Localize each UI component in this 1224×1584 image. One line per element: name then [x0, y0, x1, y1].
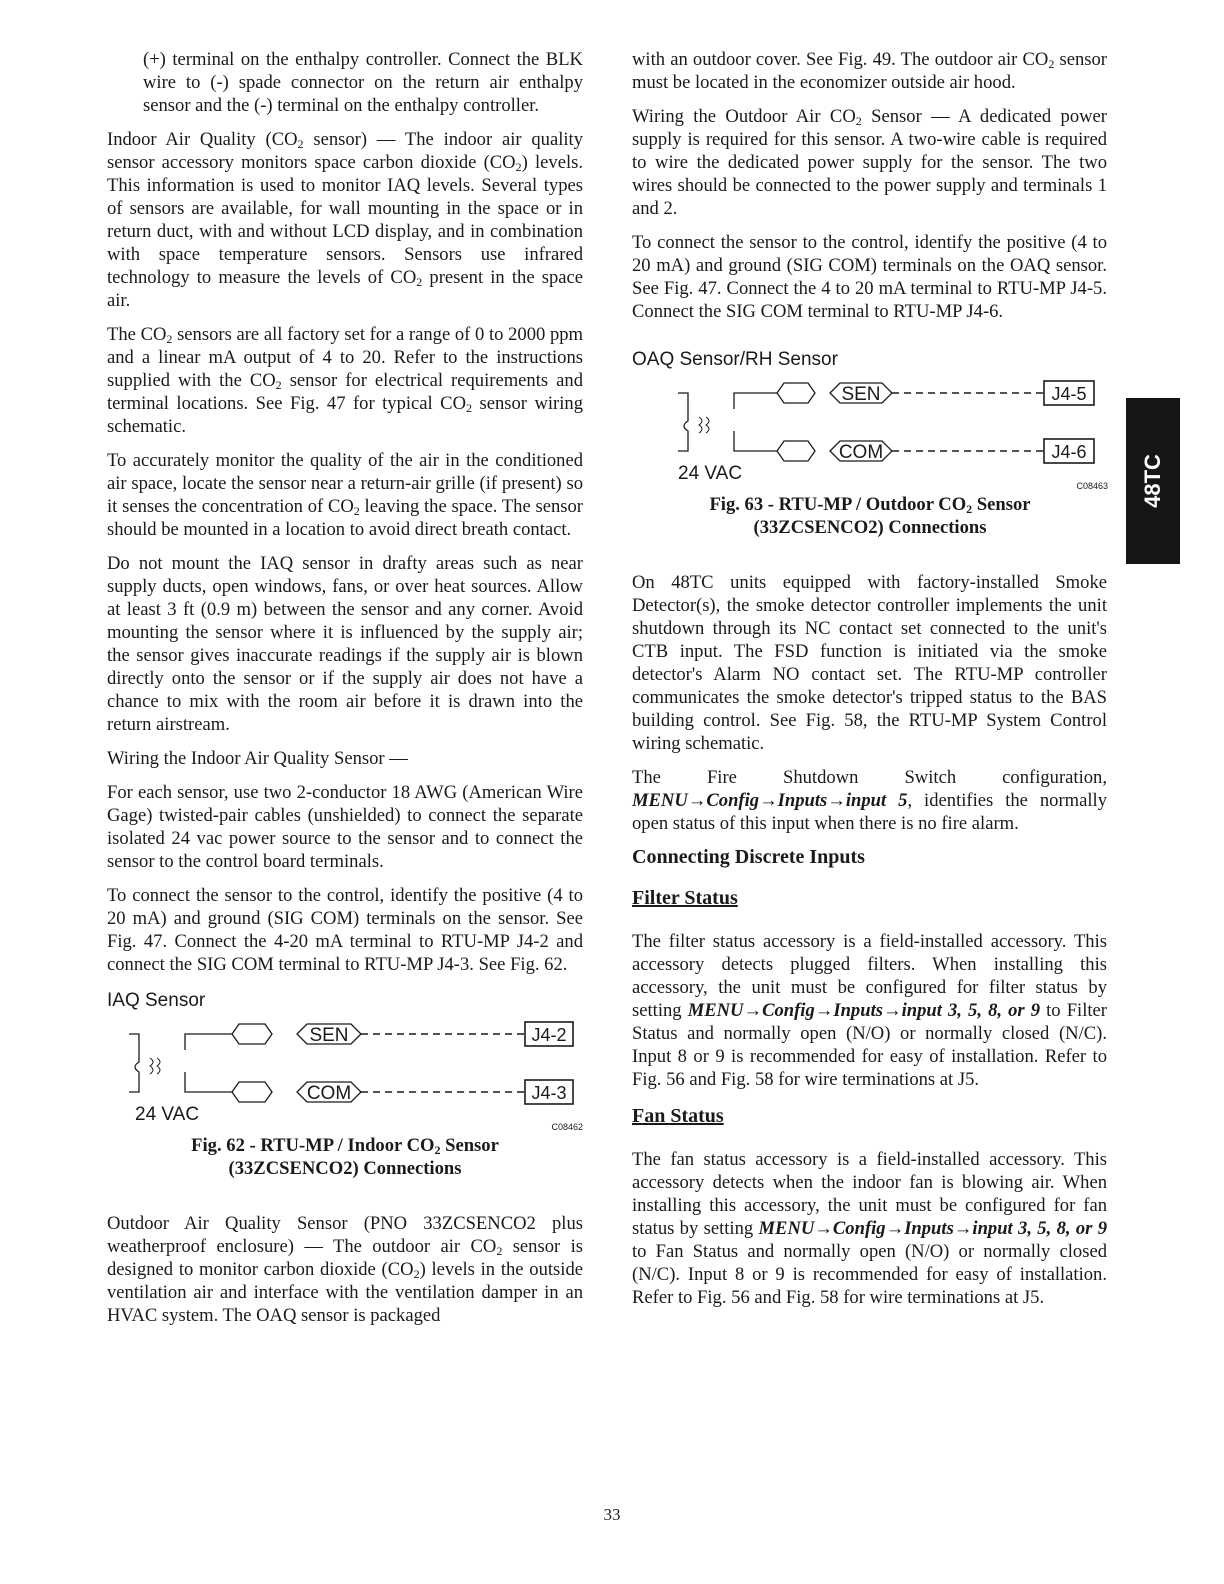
- paragraph-outdoor-air-quality: Outdoor Air Quality Sensor (PNO 33ZCSENCO2 plus weatherproof enclosure) — The outdoor air $CO_2$ sensor is designed to monitor carbon dioxide $(CO_2)$ levels in the outside ventilation air and interface with the ventilation damper in an HVAC system. The OAQ sensor is packaged: [107, 1213, 584, 1326]
- figure-63: [632, 349, 1108, 539]
- transformer-coil-right: [157, 1058, 160, 1074]
- paragraph-wiring-heading: Wiring the Indoor Air Quality Sensor —: [107, 748, 408, 769]
- com-label: COM: [306, 1083, 352, 1104]
- paragraph-connect-iaq: To connect the sensor to the control, identify the positive (4 to 20 mA) and ground (SIG COM) terminals on the sensor. See Fig. 47. Connect the 4-20 mA terminal to RTU-MP J4-2 and connect the SIG COM terminal to RTU-MP J4-3. See Fig. 62.: [107, 885, 583, 975]
- paragraph-fan-status: The fan status accessory is a field-installed accessory. This accessory detects when the indoor fan is blowing air. When installing this accessory, the unit must be configured for fan status by setting MENU→Config→Inputs→input 3, 5, 8, or 9 to Fan Status and normally open (N/O) or normally closed (N/C). Input 8 or 9 is recommended for easy of installation. Refer to Fig. 56 and Fig. 58 for wire terminations at J5.: [632, 1149, 1107, 1308]
- power-terminal-1: [777, 383, 815, 403]
- transformer-coil-right: [706, 417, 709, 433]
- paragraph-smoke-detector: On 48TC units equipped with factory-installed Smoke Detector(s), the smoke detector controller implements the unit shutdown through its NC contact set connected to the unit's CTB input. The FSD function is initiated via the smoke detector's Alarm NO contact set. The RTU-MP controller communicates the smoke detector's tripped status to the BAS building control. See Fig. 58, the RTU-MP System Control wiring schematic.: [632, 572, 1107, 754]
- sen-label: SEN: [309, 1025, 349, 1046]
- figure-62-title: IAQ Sensor: [107, 990, 206, 1011]
- figure-62-caption: Fig. 62 - RTU-MP / Indoor $CO_2$ Sensor (33ZCSENCO2) Connections: [191, 1135, 499, 1179]
- wire-secondary-top: [734, 393, 777, 409]
- figure-63-code: C08463: [1076, 481, 1108, 491]
- figure-62-code: C08462: [551, 1122, 583, 1132]
- paragraph-mounting-guidance: Do not mount the IAQ sensor in drafty areas such as near supply ducts, open windows, fans, or over heat sources. Allow at least 3 ft (0.9 m) between the sensor and any corner. Avoid mounting the sensor where it is influenced by the supply air; the sensor gives inaccurate readings if the supply air is blown directly onto the sensor or if the supply air does not have a chance to mix with the room air before it is drawn into the return airstream.: [107, 553, 583, 735]
- figure-62-wiring-diagram: [107, 1012, 583, 1124]
- paragraph-co2-range: The $CO_2$ sensors are all factory set for a range of 0 to 2000 ppm and a linear mA output of 4 to 20. Refer to the instructions supplied with the $CO_2$ sensor for electrical requirements and terminal locations. See Fig. 47 for typical $CO_2$ sensor wiring schematic.: [107, 324, 584, 437]
- vac-label: 24 VAC: [678, 463, 743, 483]
- terminal-j4-5-label: J4-5: [1051, 384, 1087, 404]
- paragraph-outdoor-cover: with an outdoor cover. See Fig. 49. The outdoor air $CO_2$ sensor must be located in the economizer outside air hood.: [632, 49, 1107, 93]
- wire-secondary-bottom: [734, 431, 777, 451]
- vac-label: 24 VAC: [135, 1104, 200, 1124]
- terminal-j4-6-label: J4-6: [1051, 442, 1087, 462]
- wire-secondary-bottom: [185, 1072, 232, 1092]
- page-number: 33: [603, 1505, 621, 1524]
- heading-filter-status: Filter Status: [632, 887, 738, 909]
- menu-path-filter: MENU→Config→Inputs→input 3, 5, 8, or 9: [687, 1000, 1041, 1021]
- paragraph-connect-oaq: To connect the sensor to the control, identify the positive (4 to 20 mA) and ground (SIG COM) terminals on the OAQ sensor. See Fig. 47. Connect the 4 to 20 mA terminal to RTU-MP J4-5. Connect the SIG COM terminal to RTU-MP J4-6.: [632, 232, 1107, 322]
- paragraph-cable-spec: For each sensor, use two 2-conductor 18 AWG (American Wire Gage) twisted-pair cables (unshielded) to connect the separate isolated 24 vac power source to the sensor and to connect the sensor to the control board terminals.: [107, 782, 583, 872]
- figure-63-caption: Fig. 63 - RTU-MP / Outdoor $CO_2$ Sensor (33ZCSENCO2) Connections: [709, 494, 1031, 538]
- paragraph-enthalpy-wiring: (+) terminal on the enthalpy controller. Connect the BLK wire to (-) spade connector on the return air enthalpy sensor and the (-) terminal on the enthalpy controller.: [143, 49, 583, 116]
- power-terminal-2: [777, 441, 815, 461]
- transformer-primary: [678, 393, 688, 451]
- menu-path-fire: MENU→Config→Inputs→input 5: [632, 790, 908, 811]
- figure-63-title: OAQ Sensor/RH Sensor: [632, 349, 838, 370]
- transformer-coil-left: [699, 417, 702, 433]
- com-label: COM: [838, 442, 884, 463]
- paragraph-monitor-location: To accurately monitor the quality of the air in the conditioned air space, locate the sensor near a return-air grille (if present) so it senses the concentration of $CO_2$ leaving the space. The sensor should be mounted in a location to avoid direct breath contact.: [107, 450, 583, 540]
- left-column: [107, 48, 583, 1338]
- terminal-j4-2-label: J4-2: [531, 1025, 567, 1045]
- power-terminal-1: [232, 1024, 272, 1044]
- terminal-j4-3-label: J4-3: [531, 1083, 567, 1103]
- side-tab-label: 48TC: [1140, 454, 1165, 508]
- right-column: [632, 48, 1107, 1320]
- transformer-primary: [129, 1034, 139, 1092]
- paragraph-fire-shutdown: The Fire Shutdown Switch configuration, MENU→Config→Inputs→input 5, identifies the normally open status of this input when there is no fire alarm.: [632, 767, 1107, 834]
- figure-62: [107, 990, 583, 1180]
- section-side-tab: [1126, 398, 1180, 564]
- paragraph-wiring-outdoor-sensor: Wiring the Outdoor Air $CO_2$ Sensor — A dedicated power supply is required for this sensor. A two-wire cable is required to wire the dedicated power supply for the sensor. The two wires should be connected to the power supply and terminals 1 and 2.: [632, 106, 1107, 219]
- paragraph-filter-status: The filter status accessory is a field-installed accessory. This accessory detects plugged filters. When installing this accessory, the unit must be configured for filter status by setting MENU→Config→Inputs→input 3, 5, 8, or 9 to Filter Status and normally open (N/O) or normally closed (N/C). Input 8 or 9 is recommended for easy of installation. Refer to Fig. 56 and Fig. 58 for wire terminations at J5.: [632, 931, 1107, 1090]
- paragraph-indoor-air-quality: Indoor Air Quality ($CO_2$ sensor) — The indoor air quality sensor accessory monitors space carbon dioxide $(CO_2)$ levels. This information is used to monitor IAQ levels. Several types of sensors are available, for wall mounting in the space or in return duct, with and without LCD display, and in combination with space temperature sensors. Sensors use infrared technology to measure the levels of $CO_2$ present in the space air.: [107, 129, 584, 311]
- heading-connecting-discrete-inputs: Connecting Discrete Inputs: [632, 846, 865, 868]
- figure-63-wiring-diagram: [632, 371, 1108, 483]
- transformer-coil-left: [150, 1058, 153, 1074]
- wire-secondary-top: [185, 1034, 232, 1050]
- menu-path-fan: MENU→Config→Inputs→input 3, 5, 8, or 9: [758, 1218, 1107, 1239]
- sen-label: SEN: [841, 384, 881, 405]
- power-terminal-2: [232, 1082, 272, 1102]
- heading-fan-status: Fan Status: [632, 1105, 724, 1127]
